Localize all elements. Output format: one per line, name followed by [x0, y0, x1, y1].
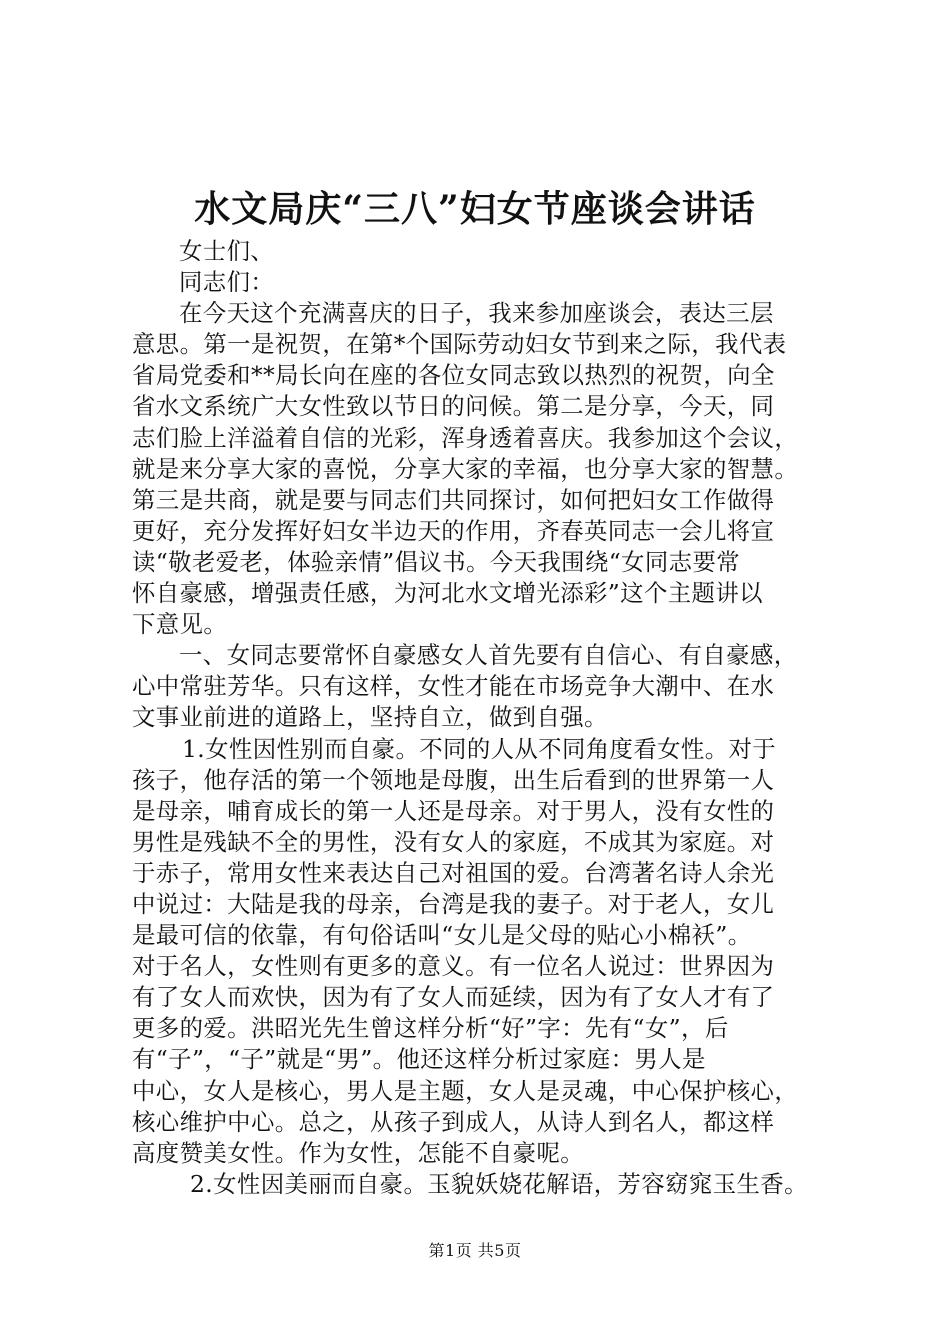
- salutation-line: 同志们：: [179, 268, 275, 297]
- paragraph-line: 中心，女人是核心，男人是主题，女人是灵魂，中心保护核心，: [132, 1076, 799, 1105]
- paragraph-line: 省水文系统广大女性致以节日的问候。第二是分享，今天，同: [132, 392, 775, 421]
- paragraph-line: 于赤子，常用女性来表达自己对祖国的爱。台湾著名诗人余光: [132, 858, 775, 887]
- paragraph-line: 读“敬老爱老，体验亲情”倡议书。今天我围绕“女同志要常: [132, 547, 741, 576]
- paragraph-line: 核心维护中心。总之，从孩子到成人，从诗人到名人，都这样: [132, 1107, 775, 1136]
- paragraph-line: 2.女性因美丽而自豪。玉貌妖娆花解语，芳容窈窕玉生香。: [190, 1169, 808, 1198]
- paragraph-line: 意思。第一是祝贺，在第*个国际劳动妇女节到来之际，我代表: [132, 330, 787, 359]
- paragraph-line: 1.女性因性别而自豪。不同的人从不同角度看女性。对于: [182, 734, 777, 763]
- document-body: [132, 236, 852, 1200]
- paragraph-line: 心中常驻芳华。只有这样，女性才能在市场竞争大潮中、在水: [132, 672, 775, 701]
- paragraph-line: 下意见。: [132, 610, 228, 639]
- paragraph-line: 孩子，他存活的第一个领地是母腹，出生后看到的世界第一人: [132, 765, 775, 794]
- paragraph-line: 高度赞美女性。作为女性，怎能不自豪呢。: [132, 1138, 585, 1167]
- paragraph-line: 就是来分享大家的喜悦，分享大家的幸福，也分享大家的智慧。: [132, 454, 799, 483]
- paragraph-line: 第三是共商，就是要与同志们共同探讨，如何把妇女工作做得: [132, 485, 775, 514]
- paragraph-line: 是母亲，哺育成长的第一人还是母亲。对于男人，没有女性的: [132, 796, 775, 825]
- paragraph-line: 中说过：大陆是我的母亲，台湾是我的妻子。对于老人，女儿: [132, 889, 775, 918]
- paragraph-line: 文事业前进的道路上，坚持自立，做到自强。: [132, 703, 608, 732]
- paragraph-line: 男性是残缺不全的男性，没有女人的家庭，不成其为家庭。对: [132, 827, 775, 856]
- paragraph-line: 更多的爱。洪昭光先生曾这样分析“好”字：先有“女”，后: [132, 1014, 729, 1043]
- paragraph-line: 省局党委和**局长向在座的各位女同志致以热烈的祝贺，向全: [132, 361, 775, 390]
- document-title: 水文局庆“三八”妇女节座谈会讲话: [194, 188, 756, 230]
- paragraph-line: 一、女同志要常怀自豪感女人首先要有自信心、有自豪感，: [179, 641, 798, 670]
- salutation-line: 女士们、: [179, 237, 275, 265]
- paragraph-line: 怀自豪感，增强责任感，为河北水文增光添彩”这个主题讲以: [132, 579, 763, 608]
- paragraph-line: 志们脸上洋溢着自信的光彩，浑身透着喜庆。我参加这个会议，: [132, 423, 799, 452]
- paragraph-line: 在今天这个充满喜庆的日子，我来参加座谈会，表达三层: [179, 299, 774, 328]
- paragraph-line: 有了女人而欢快，因为有了女人而延续，因为有了女人才有了: [132, 983, 775, 1012]
- paragraph-line: 是最可信的依靠，有句俗话叫“女儿是父母的贴心小棉袄”。: [132, 921, 752, 950]
- paragraph-line: 对于名人，女性则有更多的意义。有一位名人说过：世界因为: [132, 952, 775, 981]
- paragraph-line: 更好，充分发挥好妇女半边天的作用，齐春英同志一会儿将宣: [132, 516, 775, 545]
- paragraph-line: 有“子”，“子”就是“男”。他还这样分析过家庭：男人是: [132, 1045, 706, 1074]
- page-number-footer: 第1页 共5页: [428, 1241, 522, 1260]
